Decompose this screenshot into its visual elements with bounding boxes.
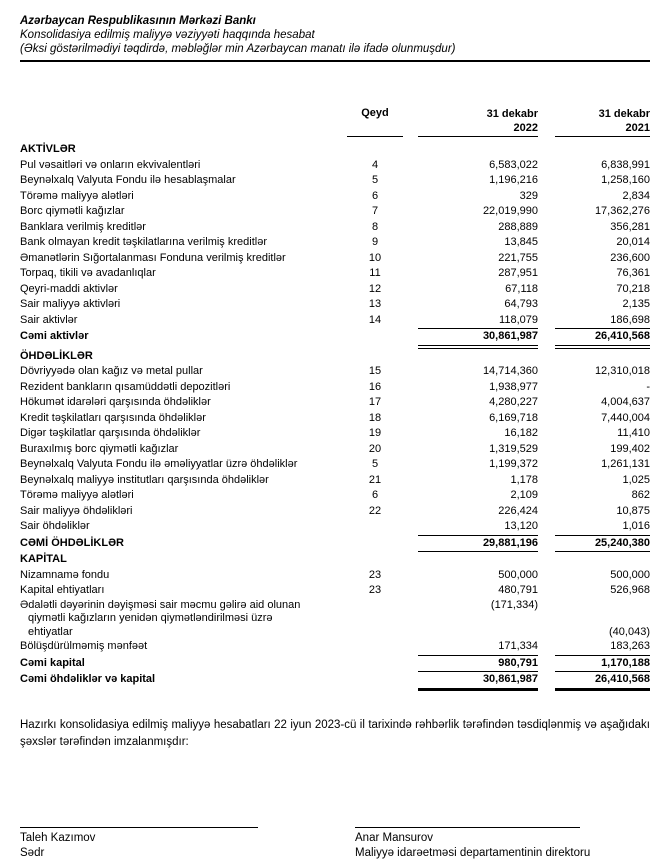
table-row (20, 204, 650, 220)
row-label: Sair öhdəliklər (20, 520, 90, 532)
report-title: Konsolidasiya edilmiş maliyyə vəziyyəti haqqında hesabat (20, 29, 315, 41)
value-2021: 26,410,568 (555, 329, 650, 349)
row-label: Bölüşdürülməmiş mənfəət (20, 640, 148, 652)
value-2021 (555, 599, 650, 613)
row-label: Qeyri-maddi aktivlər (20, 282, 118, 295)
value-2021: 1,170,188 (555, 656, 650, 673)
document-header (20, 14, 650, 62)
currency-note: (Əksi göstərilmədiyi təqdirdə, məbləğlər min Azərbaycan manatı ilə ifadə olunmuşdur) (20, 43, 456, 55)
note-cell: 7 (371, 205, 379, 217)
value-2021: 2,834 (622, 189, 650, 202)
note-cell: 23 (368, 568, 382, 581)
row-label: Cəmi aktivlər (20, 330, 89, 342)
value-2021: 1,016 (555, 519, 650, 536)
value-2021: 25,240,380 (555, 536, 650, 553)
note-cell: 12 (368, 282, 382, 295)
value-2022: 221,755 (498, 251, 538, 264)
value-2021: 70,218 (616, 282, 650, 295)
note-cell: 4 (371, 158, 379, 171)
note-cell: 16 (368, 380, 382, 393)
section-header-assets (20, 142, 650, 158)
revaluation-row-line3 (20, 626, 650, 640)
note-cell: 17 (368, 396, 382, 408)
signature-left (20, 827, 355, 861)
note-cell (347, 639, 403, 656)
value-2022: 1,178 (510, 473, 538, 486)
table-row (20, 395, 650, 411)
signature-line (20, 827, 258, 828)
total-equity-row (20, 656, 650, 673)
section-title: AKTİVLƏR (20, 143, 76, 155)
note-cell: 19 (368, 427, 382, 439)
table-row (20, 251, 650, 267)
table-header-row (20, 107, 650, 137)
column-header-2022 (418, 107, 538, 137)
note-cell (347, 599, 403, 613)
signatory-title: Sədr (20, 846, 45, 859)
value-2021: 26,410,568 (555, 672, 650, 691)
value-2021: - (646, 380, 650, 393)
signature-line (355, 827, 580, 828)
value-2022: 13,845 (504, 236, 538, 248)
value-2022: 226,424 (498, 504, 538, 517)
value-2022: 2,109 (510, 489, 538, 501)
balance-sheet-table (20, 107, 650, 691)
note-cell (347, 329, 403, 349)
value-2022: 29,881,196 (418, 536, 538, 553)
approval-statement: Hazırkı konsolidasiya edilmiş maliyyə hesabatları 22 iyun 2023-cü il tarixində rəhbərlik tərəfindən təsdiqlənmiş və aşağıdakı şəxslər tərəfindən imzalanmışdır: (20, 718, 650, 748)
table-row (20, 364, 650, 380)
row-label: Nizamnamə fondu (20, 568, 110, 581)
value-2021: 20,014 (616, 236, 650, 248)
value-2022: 980,791 (418, 656, 538, 673)
note-cell: 11 (369, 267, 381, 279)
table-row (20, 457, 650, 473)
column-header-2021 (555, 107, 650, 137)
value-2021: 17,362,276 (594, 205, 650, 217)
row-label: Torpaq, tikili və avadanlıqlar (20, 267, 156, 279)
value-2022: (171,334) (490, 598, 538, 611)
value-2021: 526,968 (610, 584, 650, 596)
row-label: Buraxılmış borc qiymətli kağızlar (20, 442, 179, 455)
section-title: ÖHDƏLİKLƏR (20, 349, 93, 362)
note-cell: 18 (368, 411, 382, 424)
value-2022: 67,118 (505, 282, 538, 295)
table-row (20, 282, 650, 298)
total-liabilities-row (20, 536, 650, 553)
note-cell: 22 (368, 504, 382, 517)
value-2022 (418, 626, 538, 640)
note-cell: 9 (371, 236, 379, 248)
value-2021: 76,361 (616, 267, 650, 279)
table-row (20, 442, 650, 458)
row-label: Digər təşkilatlar qarşısında öhdəliklər (20, 427, 201, 439)
value-2021: 10,875 (616, 504, 650, 517)
value-2022: 171,334 (418, 639, 538, 656)
section-header-liabilities (20, 349, 650, 365)
table-row (20, 504, 650, 520)
table-row (20, 488, 650, 504)
row-label: Beynəlxalq maliyyə institutları qarşısında öhdəliklər (20, 473, 269, 486)
note-cell: 20 (368, 442, 382, 455)
column-header-2022-line2: 2022 (513, 122, 538, 134)
signature-block (20, 827, 650, 861)
value-2021: 186,698 (555, 313, 650, 330)
row-label: Sair aktivlər (20, 313, 78, 326)
note-cell: 13 (368, 298, 382, 310)
row-label: Cəmi kapital (20, 656, 85, 669)
row-label: Kapital ehtiyatları (20, 584, 105, 596)
value-2021: 183,263 (555, 639, 650, 656)
note-cell: 10 (368, 251, 382, 264)
value-2022: 1,196,216 (489, 174, 538, 186)
value-2021: 1,025 (622, 473, 650, 486)
value-2021: 11,410 (617, 427, 650, 439)
row-label: Hökumət idarələri qarşısında öhdəliklər (20, 396, 211, 408)
row-label: Pul vəsaitləri və onların ekvivalentləri (20, 158, 201, 171)
table-row (20, 411, 650, 427)
value-2021 (555, 612, 650, 626)
table-row (20, 220, 650, 236)
revaluation-row-line1 (20, 599, 650, 613)
value-2022: 329 (519, 189, 538, 202)
note-cell: 5 (371, 458, 379, 470)
table-row (20, 313, 650, 330)
note-cell: 8 (371, 220, 379, 233)
value-2021: 236,600 (610, 251, 650, 264)
row-label: Əmanətlərin Sığortalanması Fonduna verilmiş kreditlər (20, 251, 286, 264)
row-label: Banklara verilmiş kreditlər (20, 220, 146, 233)
column-header-2021-line2: 2021 (625, 122, 650, 134)
value-2021: 1,258,160 (601, 174, 650, 186)
note-cell (347, 519, 403, 536)
signatory-name: Anar Mansurov (355, 831, 433, 844)
column-header-note: Qeyd (347, 107, 403, 137)
row-label: Sair maliyyə öhdəlikləri (20, 504, 133, 517)
table-row (20, 519, 650, 536)
retained-earnings-row (20, 639, 650, 656)
note-cell: 6 (371, 489, 379, 501)
value-2021: 862 (631, 489, 650, 501)
note-cell (347, 536, 403, 553)
row-label: Rezident bankların qısamüddətli depozitləri (20, 380, 231, 393)
value-2022: 480,791 (498, 584, 538, 596)
row-label: CƏMİ ÖHDƏLİKLƏR (20, 536, 125, 549)
row-label: Ədalətli dəyərinin dəyişməsi sair məcmu gəlirə aid olunan (20, 598, 301, 611)
note-cell: 5 (371, 174, 379, 186)
row-label: Sair maliyyə aktivləri (20, 298, 121, 310)
value-2022: 16,182 (504, 427, 538, 439)
table-row (20, 568, 650, 584)
row-label: Bank olmayan kredit təşkilatlarına verilmiş kreditlər (20, 236, 267, 248)
row-label: Törəmə maliyyə alətləri (20, 489, 134, 501)
value-2022: 64,793 (504, 298, 538, 310)
value-2021: 500,000 (610, 568, 650, 581)
value-2021: 6,838,991 (601, 158, 650, 171)
note-cell: 6 (371, 189, 379, 202)
value-2022: 1,199,372 (489, 458, 538, 470)
table-row (20, 189, 650, 205)
value-2022: 4,280,227 (489, 396, 538, 408)
value-2021: 4,004,637 (601, 396, 650, 408)
header-label-spacer (20, 107, 345, 137)
row-label: Beynəlxalq Valyuta Fondu ilə hesablaşmalar (20, 174, 236, 186)
row-label: qiymətli kağızların yenidən qiymətləndirilməsi üzrə (28, 612, 273, 624)
value-2022: 6,583,022 (489, 158, 538, 171)
table-row (20, 266, 650, 282)
value-2022: 30,861,987 (418, 329, 538, 349)
value-2021: 356,281 (610, 220, 650, 233)
table-row (20, 173, 650, 189)
value-2021: (40,043) (609, 625, 650, 638)
section-header-equity (20, 552, 650, 568)
row-label: Cəmi öhdəliklər və kapital (20, 673, 156, 685)
org-name: Azərbaycan Respublikasının Mərkəzi Bankı (20, 15, 256, 27)
note-cell: 15 (368, 365, 382, 377)
revaluation-row-line2 (20, 612, 650, 626)
value-2021: 12,310,018 (594, 365, 650, 377)
value-2022: 22,019,990 (482, 205, 538, 217)
row-label: Kredit təşkilatları qarşısında öhdəliklər (20, 411, 206, 424)
row-label: Borc qiymətli kağızlar (20, 205, 125, 217)
signatory-name: Taleh Kazımov (20, 831, 96, 844)
note-cell (347, 672, 403, 691)
value-2022: 287,951 (498, 267, 538, 279)
column-header-2022-line1: 31 dekabr (486, 108, 538, 120)
note-cell: 14 (368, 313, 382, 326)
signatory-title: Maliyyə idarəetməsi departamentinin direktoru (355, 846, 591, 859)
table-row (20, 158, 650, 174)
table-row (20, 473, 650, 489)
value-2022: 30,861,987 (418, 672, 538, 691)
row-label: Dövriyyədə olan kağız və metal pullar (20, 365, 203, 377)
value-2022: 6,169,718 (489, 411, 538, 424)
table-row (20, 380, 650, 396)
note-cell: 23 (368, 584, 382, 596)
value-2022: 288,889 (498, 220, 538, 233)
note-cell (347, 626, 403, 640)
table-row (20, 583, 650, 599)
value-2022: 1,319,529 (489, 442, 538, 455)
table-row (20, 426, 650, 442)
total-liabilities-and-equity-row (20, 672, 650, 691)
value-2022: 14,714,360 (482, 365, 538, 377)
row-label: Beynəlxalq Valyuta Fondu ilə əməliyyatlar üzrə öhdəliklər (20, 458, 298, 470)
value-2022: 118,079 (418, 313, 538, 330)
value-2022: 500,000 (498, 568, 538, 581)
row-label: ehtiyatlar (28, 625, 73, 638)
section-title: KAPİTAL (20, 553, 67, 565)
value-2021: 199,402 (610, 442, 650, 455)
value-2022: 1,938,977 (489, 380, 538, 393)
table-row (20, 297, 650, 313)
row-label: Törəmə maliyyə alətləri (20, 189, 134, 202)
note-cell (347, 612, 403, 626)
total-assets-row (20, 329, 650, 349)
signature-right (355, 827, 650, 861)
value-2021: 1,261,131 (601, 458, 650, 470)
value-2022 (418, 612, 538, 626)
note-cell: 21 (368, 473, 382, 486)
value-2021: 7,440,004 (601, 411, 650, 424)
column-header-2021-line1: 31 dekabr (598, 108, 650, 120)
value-2022: 13,120 (418, 519, 538, 536)
value-2021: 2,135 (622, 298, 650, 310)
table-row (20, 235, 650, 251)
note-cell (347, 656, 403, 673)
